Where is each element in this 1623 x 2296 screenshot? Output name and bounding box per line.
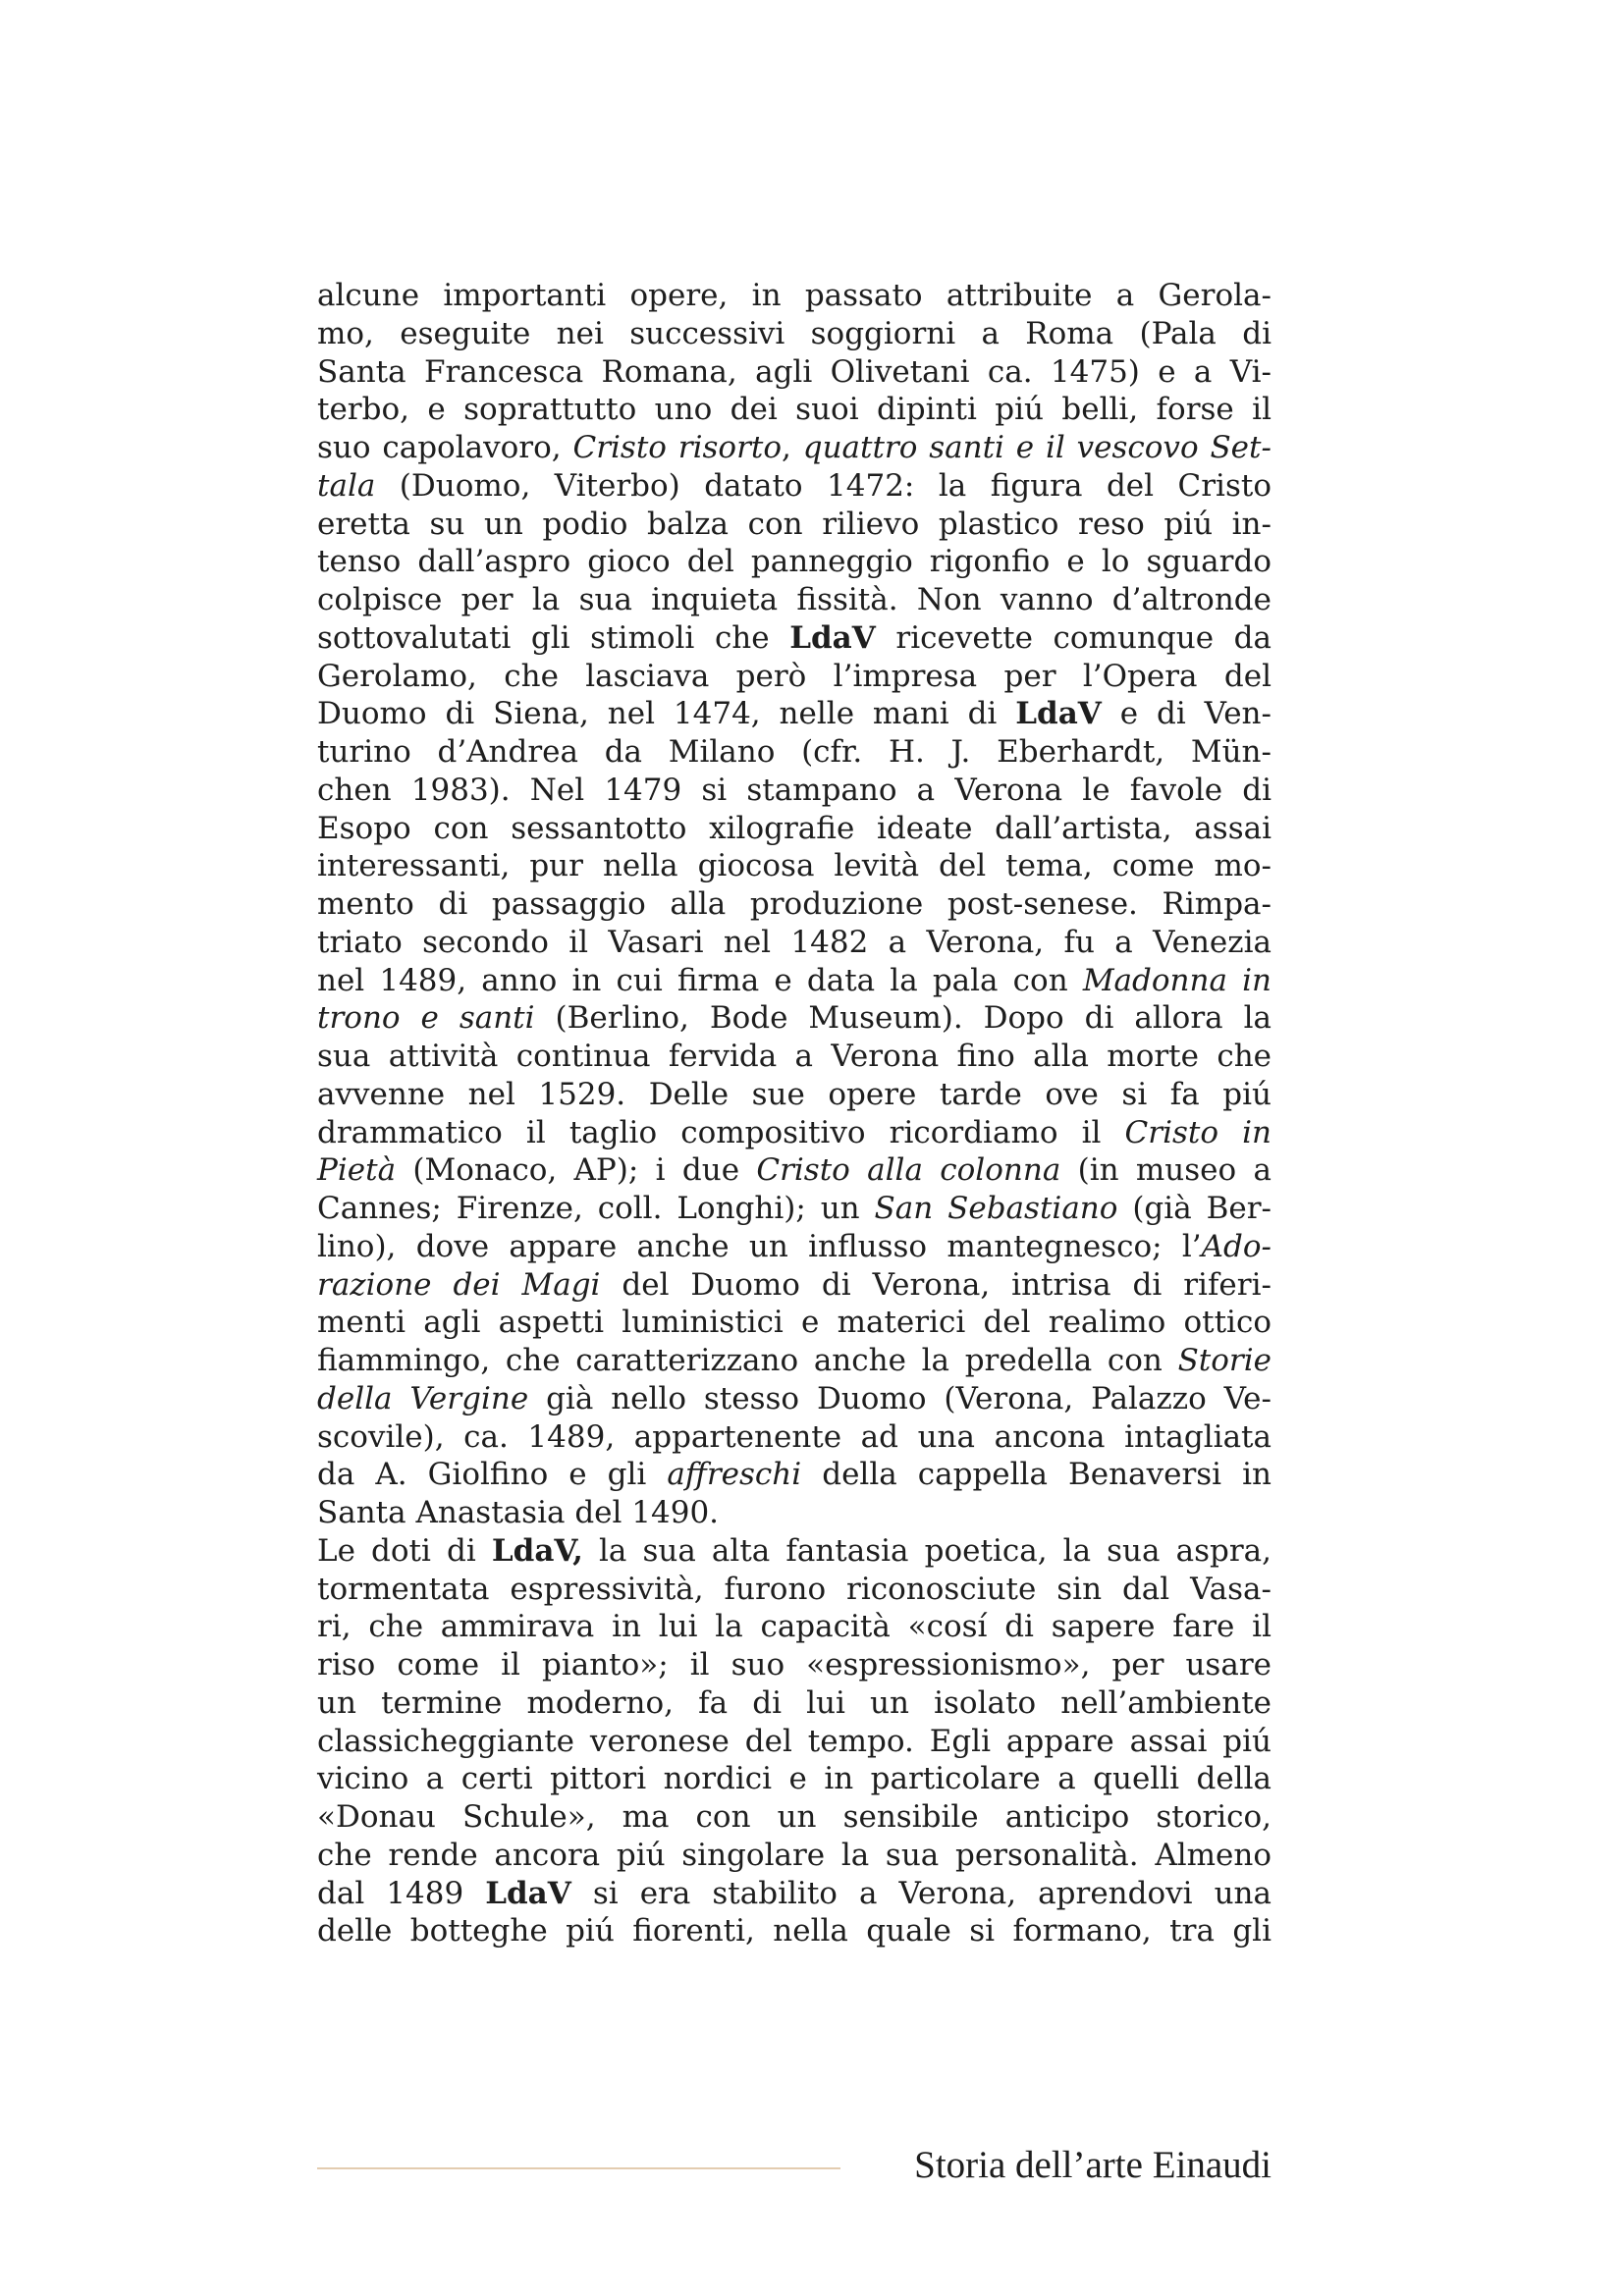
text-line bbox=[317, 1228, 1271, 1266]
text-run: , bbox=[782, 430, 803, 465]
text-run: un termine moderno, fa di lui un isolato nell’ambiente bbox=[317, 1684, 1271, 1721]
italic-text: Cristo in bbox=[1124, 1114, 1271, 1150]
italic-text: Madonna in bbox=[1082, 962, 1271, 998]
text-line bbox=[317, 1266, 1271, 1305]
text-run: del Duomo di Verona, intrisa di riferi- bbox=[600, 1266, 1271, 1303]
text-run: ricevette comunque da bbox=[875, 619, 1271, 656]
text-line bbox=[317, 1190, 1271, 1228]
text-run: riso come il pianto»; il suo «espressionismo», per usare bbox=[317, 1647, 1271, 1682]
text-run: tenso dall’aspro gioco del panneggio rigonfio e lo sguardo bbox=[317, 544, 1271, 580]
bold-text: LdaV bbox=[1015, 696, 1102, 732]
text-line bbox=[317, 1646, 1271, 1684]
text-run: «Donau Schule», ma con un sensibile anticipo storico, bbox=[317, 1799, 1271, 1835]
text-line bbox=[317, 391, 1271, 429]
text-run: menti agli aspetti luministici e materici del realimo ottico bbox=[317, 1305, 1271, 1341]
text-line bbox=[317, 810, 1271, 848]
text-run: già nello stesso Duomo (Verona, Palazzo Ve- bbox=[528, 1380, 1271, 1416]
bold-text: LdaV, bbox=[491, 1532, 583, 1569]
italic-text: San Sebastiano bbox=[874, 1191, 1118, 1226]
text-line bbox=[317, 847, 1271, 885]
text-line bbox=[317, 962, 1271, 1000]
text-run: Santa Francesca Romana, agli Olivetani ca. 1475) e a Vi- bbox=[317, 353, 1271, 390]
footer-rule bbox=[317, 2167, 840, 2169]
text-line bbox=[317, 658, 1271, 696]
text-line bbox=[317, 1532, 1271, 1571]
text-line bbox=[317, 1912, 1271, 1950]
text-run: (in museo a bbox=[1060, 1152, 1271, 1189]
text-run: (Berlino, Bode Museum). Dopo di allora la bbox=[534, 1000, 1271, 1037]
text-run: classicheggiante veronese del tempo. Egli appare assai piú bbox=[317, 1723, 1271, 1759]
bold-text: LdaV bbox=[485, 1875, 571, 1911]
text-line bbox=[317, 1456, 1271, 1494]
text-line bbox=[317, 277, 1271, 315]
text-run: terbo, e soprattutto uno dei suoi dipinti piú belli, forse il bbox=[317, 392, 1271, 428]
text-line bbox=[317, 467, 1271, 506]
italic-text: della Vergine bbox=[317, 1380, 529, 1416]
text-line bbox=[317, 429, 1271, 467]
text-run: sua attività continua fervida a Verona fino alla morte che bbox=[317, 1039, 1271, 1074]
text-run: (Duomo, Viterbo) datato 1472: la figura del Cristo bbox=[375, 467, 1271, 504]
text-line bbox=[317, 1114, 1271, 1152]
text-line bbox=[317, 1151, 1271, 1190]
text-run: vicino a certi pittori nordici e in particolare a quelli della bbox=[317, 1761, 1271, 1797]
text-line bbox=[317, 543, 1271, 581]
italic-text: affreschi bbox=[667, 1457, 802, 1493]
text-line bbox=[317, 1798, 1271, 1837]
italic-text: quattro santi e il vescovo Set- bbox=[802, 430, 1271, 465]
text-run: nel 1489, anno in cui firma e data la pala con bbox=[317, 962, 1083, 998]
text-run: drammatico il taglio compositivo ricordiamo il bbox=[317, 1114, 1125, 1150]
text-run: triato secondo il Vasari nel 1482 a Verona, fu a Venezia bbox=[317, 924, 1271, 960]
text-line bbox=[317, 772, 1271, 810]
text-run: scovile), ca. 1489, appartenente ad una ancona intagliata bbox=[317, 1418, 1271, 1455]
text-run: suo capolavoro, bbox=[317, 430, 573, 465]
body-text bbox=[317, 277, 1271, 1950]
text-run: Esopo con sessantotto xilografie ideate dall’artista, assai bbox=[317, 810, 1271, 846]
text-run: dal 1489 bbox=[317, 1875, 486, 1911]
text-line bbox=[317, 885, 1271, 924]
text-run: e di Ven- bbox=[1101, 696, 1271, 732]
bold-text: LdaV bbox=[789, 619, 876, 656]
text-line bbox=[317, 1723, 1271, 1761]
text-line bbox=[317, 1342, 1271, 1380]
text-line bbox=[317, 999, 1271, 1038]
text-line bbox=[317, 315, 1271, 353]
text-line bbox=[317, 695, 1271, 733]
italic-text: razione dei Magi bbox=[317, 1266, 601, 1303]
footer-book-title: Storia dell’arte Einaudi bbox=[914, 2144, 1271, 2186]
text-run: sottovalutati gli stimoli che bbox=[317, 619, 790, 656]
text-run: ri, che ammirava in lui la capacità «cosí di sapere fare il bbox=[317, 1609, 1271, 1645]
text-run: tormentata espressività, furono riconosciute sin dal Vasa- bbox=[317, 1571, 1271, 1607]
text-run: Cannes; Firenze, coll. Longhi); un bbox=[317, 1191, 875, 1226]
text-run: interessanti, pur nella giocosa levità del tema, come mo- bbox=[317, 848, 1271, 884]
italic-text: trono e santi bbox=[317, 1000, 535, 1037]
text-run: che rende ancora piú singolare la sua personalità. Almeno bbox=[317, 1837, 1271, 1873]
text-line bbox=[317, 1571, 1271, 1609]
text-run: si era stabilito a Verona, aprendovi una bbox=[570, 1875, 1272, 1911]
text-run: Le doti di bbox=[317, 1532, 492, 1569]
text-line bbox=[317, 1837, 1271, 1875]
text-run: chen 1983). Nel 1479 si stampano a Verona le favole di bbox=[317, 772, 1271, 808]
text-line bbox=[317, 1038, 1271, 1076]
text-line bbox=[317, 506, 1271, 544]
text-line bbox=[317, 1608, 1271, 1646]
text-run: alcune importanti opere, in passato attribuite a Gerola- bbox=[317, 278, 1271, 313]
italic-text: tala bbox=[317, 467, 376, 504]
text-line bbox=[317, 619, 1271, 658]
italic-text: Ado- bbox=[1201, 1228, 1271, 1264]
text-run: avvenne nel 1529. Delle sue opere tarde ove si fa piú bbox=[317, 1076, 1271, 1112]
text-line bbox=[317, 581, 1271, 619]
text-run: fiammingo, che caratterizzano anche la predella con bbox=[317, 1343, 1178, 1378]
text-run: turino d’Andrea da Milano (cfr. H. J. Eberhardt, Mün- bbox=[317, 734, 1271, 770]
text-run: da A. Giolfino e gli bbox=[317, 1457, 668, 1493]
text-line bbox=[317, 1076, 1271, 1114]
text-line bbox=[317, 1380, 1271, 1418]
text-run: Duomo di Siena, nel 1474, nelle mani di bbox=[317, 696, 1016, 732]
text-run: delle botteghe piú fiorenti, nella quale si formano, tra gli bbox=[317, 1913, 1271, 1949]
text-run: mo, eseguite nei successivi soggiorni a Roma (Pala di bbox=[317, 315, 1271, 351]
text-run: lino), dove appare anche un influsso mantegnesco; l’ bbox=[317, 1228, 1202, 1264]
text-line bbox=[317, 1684, 1271, 1723]
italic-text: Pietà bbox=[317, 1152, 397, 1189]
text-run: (Monaco, AP); i due bbox=[396, 1152, 757, 1189]
text-run: della cappella Benaversi in bbox=[801, 1457, 1272, 1493]
text-run: mento di passaggio alla produzione post-senese. Rimpa- bbox=[317, 886, 1271, 922]
text-line bbox=[317, 1760, 1271, 1798]
text-run: Santa Anastasia del 1490. bbox=[317, 1495, 720, 1530]
italic-text: Cristo alla colonna bbox=[756, 1152, 1061, 1189]
text-run: eretta su un podio balza con rilievo plastico reso piú in- bbox=[317, 506, 1271, 542]
text-line bbox=[317, 353, 1271, 392]
text-line bbox=[317, 1304, 1271, 1342]
text-line bbox=[317, 1875, 1271, 1913]
text-run: colpisce per la sua inquieta fissità. Non vanno d’altronde bbox=[317, 582, 1271, 617]
italic-text: Cristo risorto bbox=[572, 430, 783, 465]
text-run: la sua alta fantasia poetica, la sua aspra, bbox=[582, 1532, 1271, 1569]
text-run: Gerolamo, che lasciava però l’impresa per l’Opera del bbox=[317, 658, 1271, 694]
text-line bbox=[317, 733, 1271, 772]
text-run: (già Ber- bbox=[1117, 1191, 1271, 1226]
text-line bbox=[317, 1418, 1271, 1457]
text-line bbox=[317, 924, 1271, 962]
italic-text: Storie bbox=[1177, 1343, 1271, 1378]
text-line bbox=[317, 1494, 1271, 1532]
